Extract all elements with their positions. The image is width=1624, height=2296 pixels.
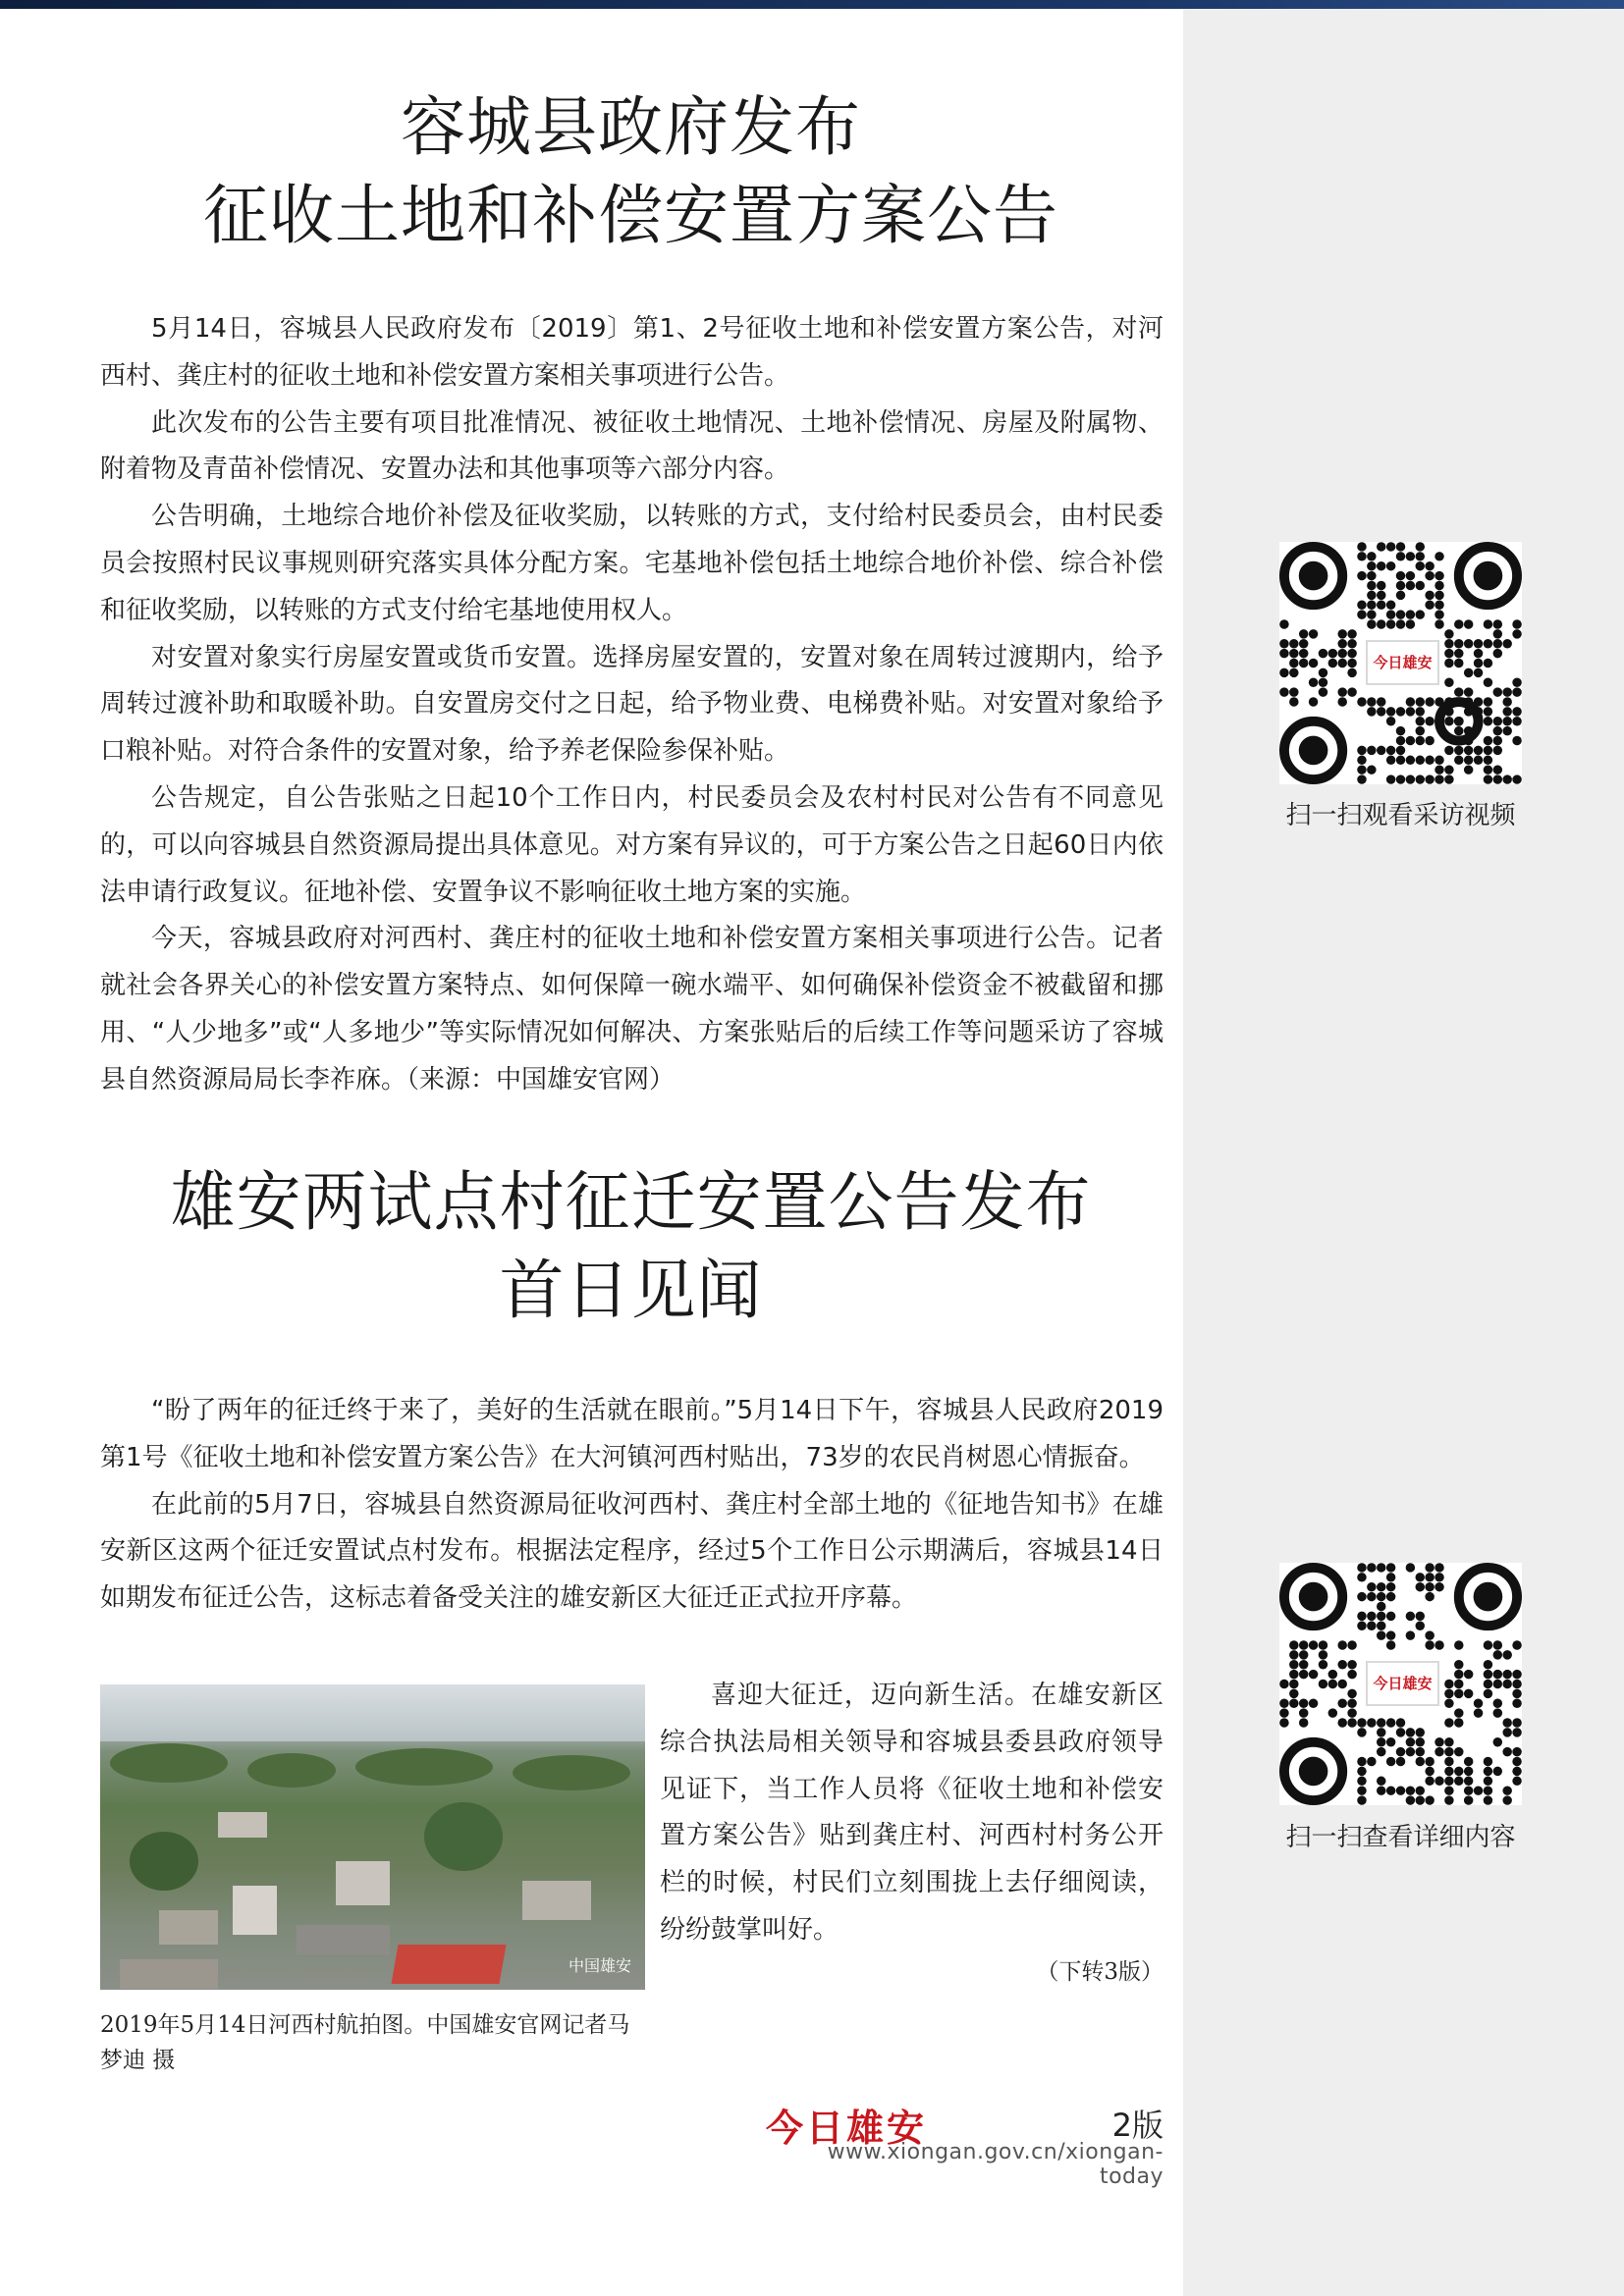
article1-title-line-2: 征收土地和补偿安置方案公告 xyxy=(203,178,1058,253)
photo-caption: 2019年5月14日河西村航拍图。中国雄安官网记者马梦迪 摄 xyxy=(100,2012,630,2073)
qr-code-video[interactable] xyxy=(1279,542,1522,784)
article1-paragraph: 5月14日，容城县人民政府发布〔2019〕第1、2号征收土地和补偿安置方案公告，对河西村、龚庄村的征收土地和补偿安置方案相关事项进行公告。 xyxy=(100,314,1164,391)
footer-page-number: 2版 xyxy=(1111,2107,1164,2144)
article1-title xyxy=(98,83,1164,260)
article2-side-text xyxy=(660,1673,1164,1954)
article1-title-line-1: 容城县政府发布 xyxy=(401,89,861,165)
article1-paragraph: 今天，容城县政府对河西村、龚庄村的征收土地和补偿安置方案相关事项进行公告。记者就社会各界关心的补偿安置方案特点、如何保障一碗水端平、如何确保补偿资金不被截留和挪用、“人少地多”或“人多地少”等实际情况如何解决、方案张贴后的后续工作等问题采访了容城县自然资源局局长李祚庥。（来源：中国雄安官网） xyxy=(100,924,1164,1095)
photo-roof xyxy=(159,1910,218,1945)
photo-tree xyxy=(513,1755,630,1790)
photo-tree xyxy=(110,1743,228,1783)
article2-title-line-1: 雄安两试点村征迁安置公告发布 xyxy=(170,1164,1092,1240)
qr-code-details[interactable] xyxy=(1279,1563,1522,1805)
top-color-bar xyxy=(0,0,1624,9)
article2-paragraph: “盼了两年的征迁终于来了，美好的生活就在眼前。”5月14日下午，容城县人民政府2019第1号《征收土地和补偿安置方案公告》在大河镇河西村贴出，73岁的农民肖树恩心情振奋。 xyxy=(100,1396,1164,1472)
article1-body xyxy=(100,306,1164,1104)
photo-roof xyxy=(297,1925,390,1954)
continued-note: （下转3版） xyxy=(1036,1959,1164,1985)
photo-tree xyxy=(130,1832,198,1891)
article2-title-line-2: 首日见闻 xyxy=(499,1253,763,1328)
qr2-label: 扫一扫查看详细内容 xyxy=(1285,1823,1516,1852)
footer-url[interactable]: www.xiongan.gov.cn/xiongan-today xyxy=(827,2140,1164,2189)
article2-side-paragraph: 喜迎大征迁，迈向新生活。在雄安新区综合执法局相关领导和容城县委县政府领导见证下，当工作人员将《征收土地和补偿安置方案公告》贴到龚庄村、河西村村务公开栏的时候，村民们立刻围拢上去仔细阅读，纷纷鼓掌叫好。 xyxy=(660,1681,1164,1945)
footer-logo: 今日雄安 xyxy=(766,2106,928,2150)
qr-logo-badge: 今日雄安 xyxy=(1366,1661,1439,1706)
article1-paragraph: 此次发布的公告主要有项目批准情况、被征收土地情况、土地补偿情况、房屋及附属物、附着物及青苗补偿情况、安置办法和其他事项等六部分内容。 xyxy=(100,407,1164,485)
photo-tree xyxy=(247,1753,336,1788)
article2-title xyxy=(98,1158,1164,1335)
article2-body xyxy=(100,1388,1164,1623)
qr1-label: 扫一扫观看采访视频 xyxy=(1285,801,1516,830)
photo-watermark: 中国雄安 xyxy=(568,1956,631,1975)
article2-paragraph: 在此前的5月7日，容城县自然资源局征收河西村、龚庄村全部土地的《征地告知书》在雄安新区这两个征迁安置试点村发布。根据法定程序，经过5个工作日公示期满后，容城县14日如期发布征迁公告，这标志着备受关注的雄安新区大征迁正式拉开序幕。 xyxy=(100,1489,1164,1614)
aerial-village-photo xyxy=(100,1684,645,1990)
photo-roof xyxy=(120,1959,218,1989)
article1-paragraph: 公告明确，土地综合地价补偿及征收奖励，以转账的方式，支付给村民委员会，由村民委员会按照村民议事规则研究落实具体分配方案。宅基地补偿包括土地综合地价补偿、综合补偿和征收奖励，以转账的方式支付给宅基地使用权人。 xyxy=(100,502,1164,625)
photo-tree xyxy=(424,1802,503,1871)
photo-roof xyxy=(336,1861,390,1905)
photo-roof xyxy=(218,1812,267,1838)
photo-roof xyxy=(233,1886,277,1935)
photo-tree xyxy=(355,1748,493,1786)
article1-paragraph: 公告规定，自公告张贴之日起10个工作日内，村民委员会及农村村民对公告有不同意见的，可以向容城县自然资源局提出具体意见。对方案有异议的，可于方案公告之日起60日内依法申请行政复议。征地补偿、安置争议不影响征收土地方案的实施。 xyxy=(100,782,1164,907)
photo-sky xyxy=(100,1684,645,1741)
photo-roof xyxy=(522,1881,591,1920)
photo-red-roof xyxy=(391,1945,506,1984)
right-sidebar xyxy=(1183,9,1624,2296)
qr-logo-badge: 今日雄安 xyxy=(1366,640,1439,685)
article1-paragraph: 对安置对象实行房屋安置或货币安置。选择房屋安置的，安置对象在周转过渡期内，给予周转过渡补助和取暖补助。自安置房交付之日起，给予物业费、电梯费补贴。对安置对象给予口粮补贴。对符合条件的安置对象，给予养老保险参保补贴。 xyxy=(100,642,1164,767)
